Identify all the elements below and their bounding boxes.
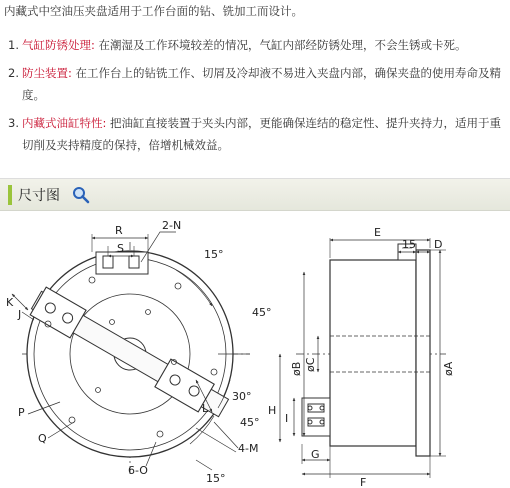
label-phiC: øC [304, 357, 317, 372]
feature-text: 把油缸直接装置于夹头内部，更能确保连结的稳定性、提升夹持力，适用于重切削及夹持精度的保持，倍增机械效益。 [22, 116, 502, 152]
side-flange [416, 250, 430, 456]
dimension-section-header [0, 178, 510, 211]
side-body [330, 260, 416, 446]
section-accent-bar [8, 185, 12, 205]
label-R: R [115, 224, 123, 237]
angle-lower-right: 45° [240, 416, 260, 429]
feature-title: 防尘装置 [22, 66, 68, 80]
label-D: D [434, 238, 443, 251]
feature-separator: : [68, 66, 72, 80]
label-phiB: øB [290, 361, 303, 376]
label-15: 15 [402, 238, 416, 251]
label-F: F [360, 476, 367, 488]
intro-text: 内藏式中空油压夹盘适用于工作台面的钻、铣加工而设计。 [4, 4, 303, 18]
feature-item-1 [0, 34, 510, 56]
label-6-O: 6-O [128, 464, 148, 477]
label-I: I [285, 412, 289, 425]
front-view [12, 232, 250, 474]
feature-separator: : [102, 116, 107, 130]
angle-bottom: 15° [206, 472, 226, 485]
label-L: L [202, 402, 209, 415]
feature-number: 2. [8, 66, 19, 80]
feature-title: 气缸防锈处理 [22, 38, 91, 52]
dimension-drawing [0, 212, 510, 488]
feature-title: 内藏式油缸特性 [22, 116, 103, 130]
angle-upper-right: 45° [252, 306, 272, 319]
label-E: E [374, 226, 381, 239]
label-4-M: 4-M [238, 442, 259, 455]
label-H: H [268, 404, 277, 417]
feature-number: 3. [8, 116, 19, 130]
magnifier-icon[interactable] [72, 186, 90, 204]
feature-item-2 [0, 62, 510, 106]
label-Q: Q [38, 432, 47, 445]
angle-mid-right: 30° [232, 390, 252, 403]
label-K: K [6, 296, 14, 309]
label-S: S [117, 242, 124, 255]
label-J: J [18, 308, 22, 321]
label-2-N: 2-N [162, 219, 182, 232]
feature-number: 1. [8, 38, 19, 52]
angle-top: 15° [204, 248, 224, 261]
feature-list [0, 34, 510, 162]
label-phiA: øA [442, 361, 455, 376]
feature-text: 在潮湿及工作环境较差的情况，气缸内部经防锈处理，不会生锈或卡死。 [98, 38, 467, 52]
section-title: 尺寸图 [18, 188, 60, 204]
feature-item-3 [0, 112, 510, 156]
label-P: P [18, 406, 25, 419]
label-G: G [311, 448, 320, 461]
feature-separator: : [91, 38, 95, 52]
feature-text: 在工作台上的钻铣工作、切屑及冷却液不易进入夹盘内部，确保夹盘的使用寿命及精度。 [22, 66, 502, 102]
